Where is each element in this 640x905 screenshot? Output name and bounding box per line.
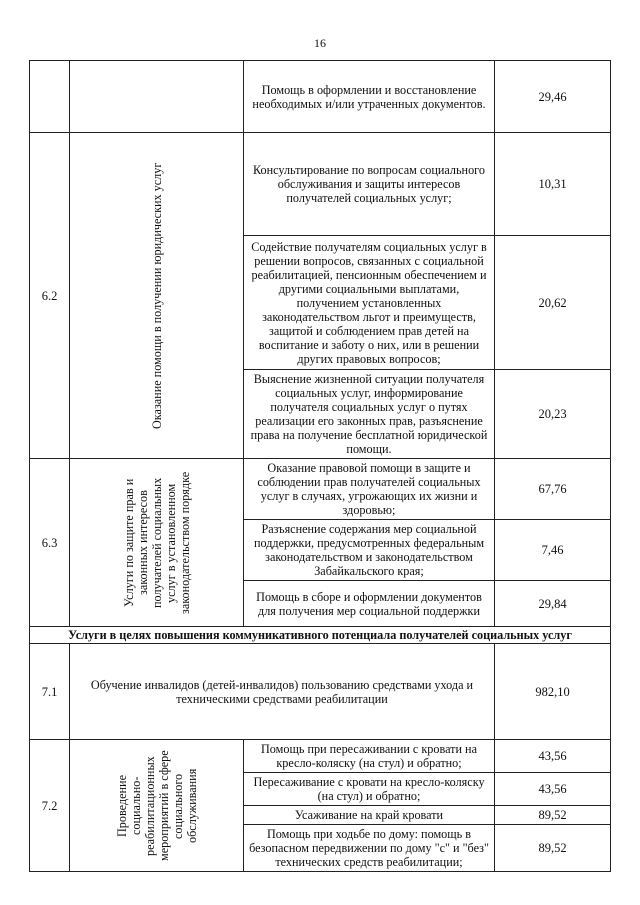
price-cell: 20,23: [495, 370, 611, 459]
service-cell: Обучение инвалидов (детей-инвалидов) пользованию средствами ухода и техническими средствами реабилитации: [70, 644, 495, 740]
price-cell: 7,46: [495, 520, 611, 581]
price-cell: 982,10: [495, 644, 611, 740]
service-cell: Консультирование по вопросам социального обслуживания и защиты интересов получателей социальных услуг;: [244, 133, 495, 236]
service-cell: Помощь в сборе и оформлении документов для получения мер социальной поддержки: [244, 581, 495, 627]
price-cell: 43,56: [495, 740, 611, 773]
service-cell: Помощь при пересаживании с кровати на кресло-коляску (на стул) и обратно;: [244, 740, 495, 773]
service-cell: Оказание правовой помощи в защите и соблюдении прав получателей социальных услуг в случаях, угрожающих их жизни и здоровью;: [244, 459, 495, 520]
category-label: Услуги по защите прав и законных интересов получателей социальных услуг в установленном законодательством порядке: [121, 471, 192, 614]
service-cell: Помощь в оформлении и восстановление необходимых и/или утраченных документов.: [244, 61, 495, 133]
category-cell: [70, 61, 244, 133]
price-cell: 89,52: [495, 825, 611, 872]
table-row: [30, 61, 611, 133]
table-row: [30, 459, 611, 520]
price-cell: 43,56: [495, 773, 611, 806]
row-number: [30, 61, 70, 133]
service-cell: Содействие получателям социальных услуг в решении вопросов, связанных с социальной реабилитацией, пенсионным обеспечением и другими социальными выплатами, получением установленных законодательством льгот и преимуществ, защитой и соблюдением прав детей на воспитание и заботу о них, или в решении других правовых вопросов;: [244, 236, 495, 370]
table-row: [30, 644, 611, 740]
tariff-table: [29, 60, 611, 872]
page-number: 16: [314, 36, 326, 50]
service-cell: Усаживание на край кровати: [244, 806, 495, 825]
section-heading: Услуги в целях повышения коммуникативного потенциала получателей социальных услуг: [30, 627, 611, 644]
service-cell: Помощь при ходьбе по дому: помощь в безопасном передвижении по дому "с" и "без" технических средств реабилитации;: [244, 825, 495, 872]
section-heading-row: [30, 627, 611, 644]
row-number: 6.2: [30, 133, 70, 459]
category-label: Проведение социально-реабилитационных мероприятий в сфере социального обслуживания: [114, 750, 199, 861]
table-row: [30, 740, 611, 773]
category-cell: [70, 133, 244, 459]
row-number: 6.3: [30, 459, 70, 627]
row-number: 7.2: [30, 740, 70, 872]
row-number: 7.1: [30, 644, 70, 740]
price-cell: 20,62: [495, 236, 611, 370]
service-cell: Пересаживание с кровати на кресло-коляску (на стул) и обратно;: [244, 773, 495, 806]
service-cell: Выяснение жизненной ситуации получателя социальных услуг, информирование получателя социальных услуг о путях реализации его законных прав, разъяснение права на получение бесплатной юридической помощи.: [244, 370, 495, 459]
service-cell: Разъяснение содержания мер социальной поддержки, предусмотренных федеральным законодательством и законодательством Забайкальского края;: [244, 520, 495, 581]
price-cell: 89,52: [495, 806, 611, 825]
category-cell: [70, 740, 244, 872]
price-cell: 10,31: [495, 133, 611, 236]
price-cell: 67,76: [495, 459, 611, 520]
category-label: Оказание помощи в получении юридических услуг: [149, 162, 164, 429]
table-row: [30, 133, 611, 236]
price-cell: 29,46: [495, 61, 611, 133]
category-cell: [70, 459, 244, 627]
price-cell: 29,84: [495, 581, 611, 627]
